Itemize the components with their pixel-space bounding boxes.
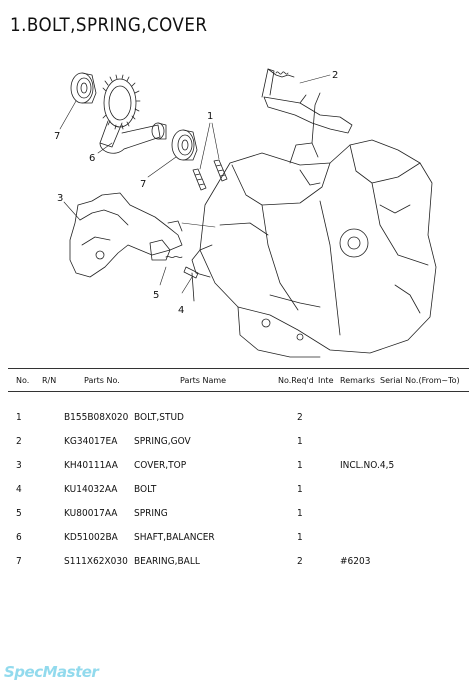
cell-qty: 1 [297,508,303,519]
table-row [8,502,469,526]
header-no: No. [16,376,30,385]
balancer-shaft-drawing [100,75,166,153]
cell-no: 7 [16,556,22,567]
cell-part-no: KH40111AA [64,460,118,471]
cell-no: 1 [16,412,22,423]
cell-qty: 1 [297,436,303,447]
header-remarks: Remarks [340,376,375,385]
cell-no: 6 [16,532,22,543]
cell-remarks: #6203 [340,556,371,567]
cell-part-no: B155B08X020 [64,412,129,423]
header-inte: Inte [318,376,334,385]
table-body [8,406,469,574]
callout-2: 2 [332,70,339,81]
cell-no: 4 [16,484,22,495]
cell-no: 5 [16,508,22,519]
cell-part-name: COVER,TOP [134,460,187,471]
header-serial: Serial No.(From~To) [380,376,460,385]
cell-qty: 2 [297,412,303,423]
table-row [8,550,469,574]
bearing-drawing [71,73,197,160]
cell-part-no: KG34017EA [64,436,118,447]
top-cover-drawing [70,193,198,301]
cell-part-name: BEARING,BALL [134,556,200,567]
cell-qty: 1 [297,484,303,495]
leader-lines [60,75,330,293]
cell-qty: 2 [297,556,303,567]
parts-table [8,368,469,574]
table-header [8,369,469,392]
callout-3: 3 [57,193,64,204]
table-row [8,526,469,550]
exploded-parts-diagram [0,45,475,363]
cell-qty: 1 [297,460,303,471]
table-row [8,430,469,454]
stud-bolt-drawing [193,160,227,190]
crankcase-drawing [192,93,436,357]
page-title: 1.BOLT,SPRING,COVER [10,14,208,36]
callout-7-lower: 7 [140,179,147,190]
header-part-no: Parts No. [84,376,120,385]
table-row [8,478,469,502]
cell-no: 2 [16,436,22,447]
callout-5: 5 [153,290,160,301]
cell-remarks: INCL.NO.4,5 [340,460,395,471]
cell-part-name: BOLT,STUD [134,412,184,423]
callout-1: 1 [207,111,214,122]
cell-part-no: KU14032AA [64,484,118,495]
cell-part-name: SHAFT,BALANCER [134,532,215,543]
cell-part-no: KD51002BA [64,532,118,543]
cell-no: 3 [16,460,22,471]
header-part-name: Parts Name [180,376,227,385]
callout-4: 4 [178,305,185,316]
cell-part-no: S111X62X030 [64,556,128,567]
cell-part-no: KU80017AA [64,508,118,519]
header-qty: No.Req'd [278,376,314,385]
cell-part-name: BOLT [134,484,157,495]
table-row [8,406,469,430]
cell-qty: 1 [297,532,303,543]
cell-part-name: SPRING [134,508,168,519]
callout-7-upper: 7 [54,131,61,142]
header-rn: R/N [42,376,57,385]
table-row [8,454,469,478]
callout-6: 6 [89,153,96,164]
cell-part-name: SPRING,GOV [134,436,191,447]
governor-spring-drawing [262,69,352,133]
watermark-logo: SpecMaster [4,663,99,681]
